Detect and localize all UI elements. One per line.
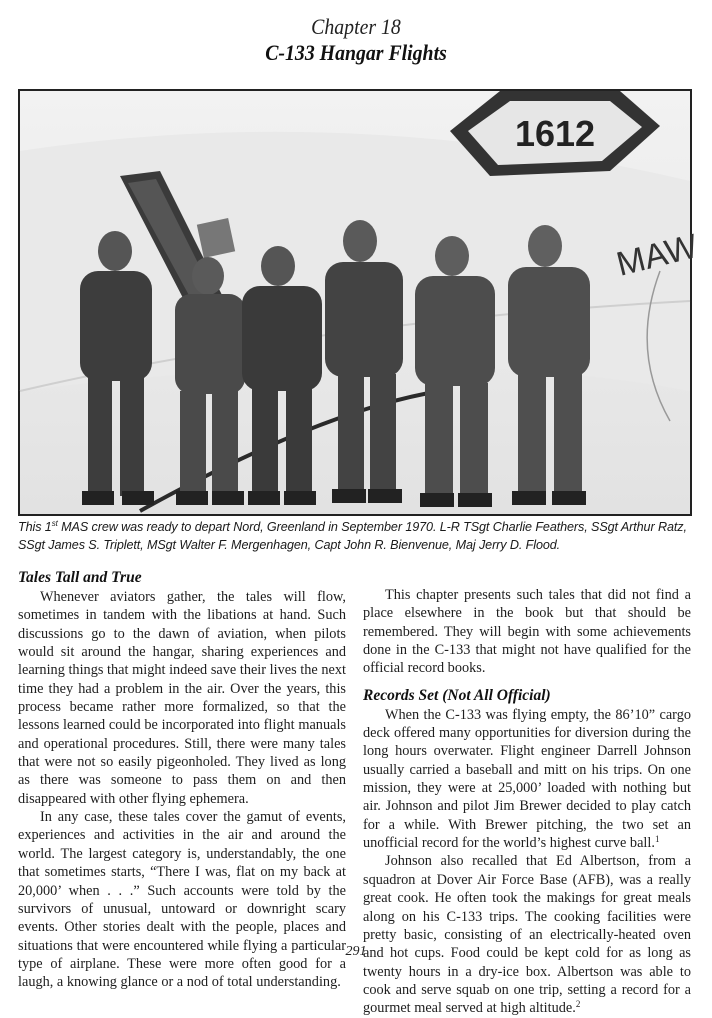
chapter-label: Chapter 18	[311, 14, 401, 39]
photo-caption	[18, 518, 694, 554]
paragraph-intro: This chapter presents such tales that did not find a place elsewhere in the book but that should be remembered. They will begin with some achievements done in the C-133 that might not have qualified for the official record books.	[363, 587, 691, 677]
caption-superscript: st	[51, 519, 58, 528]
paragraph-records-1	[363, 706, 691, 853]
paragraph: Whenever aviators gather, the tales will flow, sometimes in tandem with the libations at hand. Such discussions go to the dawn of aviation, when pilots would sit around the hangar, sharing experiences and learning things that might indeed save their lives the next time they had a problem in the air. Over the years, this process became rather more formalized, so that the lessons learned could be incorporated into flight manuals and operational procedures. Still, there were many tales that were not so easily pigeonholed. They lived as long as there was someone to pass them on and then disappeared with other flying ephemera.	[18, 589, 346, 807]
caption-text: MAS crew was ready to depart Nord, Greenland in September 1970. L-R TSgt Charlie Feathers, SSgt Arthur Ratz, SSgt James S. Triplett, MSgt Walter F. Mergenhagen, Capt John R. Bienvenue, Maj Jerry D. Flood.	[18, 520, 687, 552]
aircraft-number: 1612	[514, 113, 596, 154]
page-number: 291	[345, 944, 367, 959]
chapter-title: C-133 Hangar Flights	[265, 40, 447, 65]
fuselage-lettering: MAW	[612, 227, 702, 284]
crew-photo-illustration	[20, 91, 702, 514]
paragraph-records-2	[363, 852, 691, 1017]
footnote-ref-2[interactable]: 2	[575, 999, 581, 1010]
footnote-ref-1[interactable]: 1	[654, 834, 660, 845]
crew-photo	[18, 89, 702, 516]
caption-prefix: This 1	[18, 520, 52, 534]
paragraph-text: Johnson also recalled that Ed Albertson, from a squadron at Dover Air Force Base (AFB), was a really great cook. He often took the makings for great meals along on his C-133 trips. The cooking facilities were pretty basic, consisting of an electrically-heated oven and hot cups. Food could be kept cold for as long as twenty hours in a dry-ice box. Albertson was able to cook and serve squab on one trip, setting a record for a gourmet meal served at high altitude.	[363, 853, 691, 1017]
paragraph-text: When the C-133 was flying empty, the 86’10” cargo deck offered many opportunities for diversion during the long hours overwater. Flight engineer Darrell Johnson usually carried a baseball and mitt on his trips. On one mission, they were at 25,000’ loaded with nothing but air. Johnson and pilot Jim Brewer decided to play catch for a while. With Brewer pitching, the two set an unofficial record for the world’s highest curve ball.	[363, 706, 691, 852]
section-heading-records: Records Set (Not All Official)	[363, 686, 551, 704]
paragraph: In any case, these tales cover the gamut of events, experiences and activities in the air and around the world. The largest category is, understandably, the one that sometimes starts, “There I was, flat on my back at 20,000’ when . . .” Such accounts were told by the survivors of unusual, untoward or downright scary events. Other stories dealt with the people, places and situations that were encountered while flying a particular type of airplane. These were more often good for a laugh, a knowing glance or a nod of total understanding.	[18, 809, 346, 991]
left-column	[18, 568, 346, 992]
section-heading-tales: Tales Tall and True	[18, 569, 142, 586]
